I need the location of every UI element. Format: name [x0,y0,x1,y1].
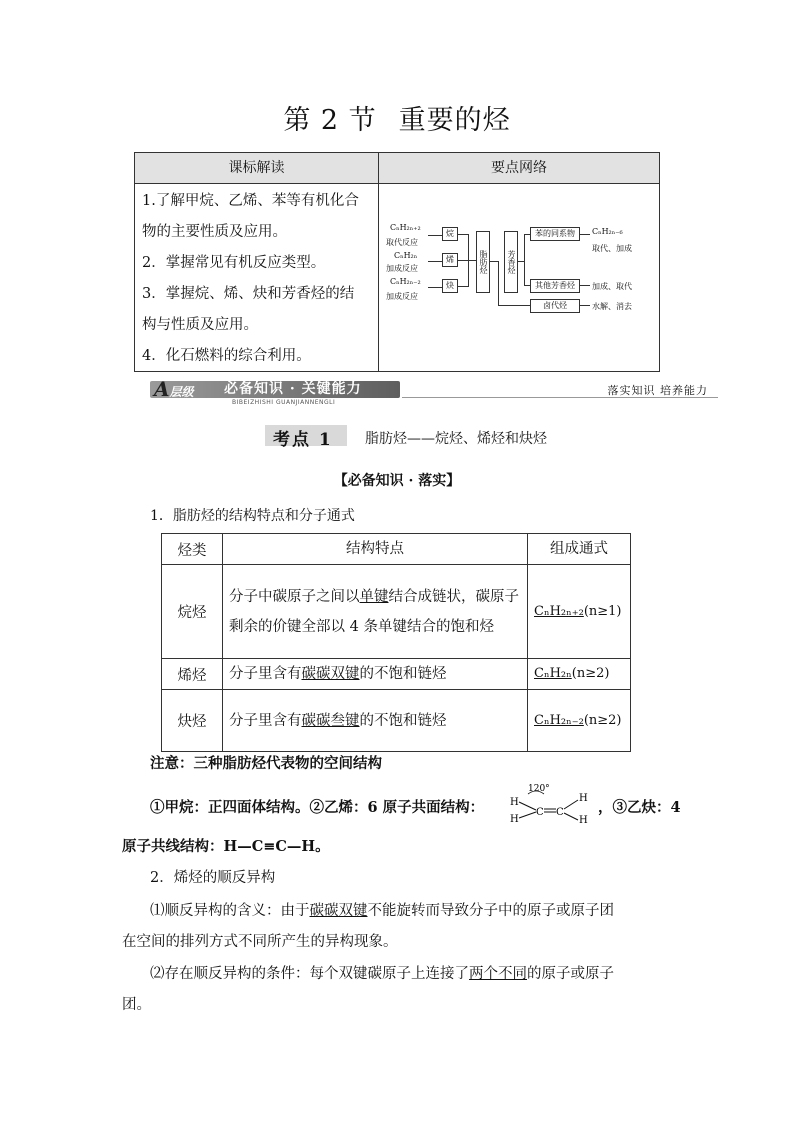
connector [458,286,468,287]
formula-alkane: CₙH₂ₙ₊₂ [390,223,421,232]
note-line-1 [150,796,484,817]
objective-line: 物的主要性质及应用。 [142,224,287,240]
para-text: 不能旋转而导致分子中的原子或原子团 [367,903,614,919]
atom-c: C [556,807,564,818]
objective-line: 1.了解甲烷、乙烯、苯等有机化合 [142,193,359,209]
row-type: 烷烃 [162,565,223,659]
reaction-substitution: 取代反应 [386,238,418,247]
atom-h: H [510,797,519,808]
connector [428,235,442,236]
row-formula [528,565,631,659]
note-text: ①甲烷：正四面体结构。②乙烯：6 原子共面结构： [150,799,485,816]
table-header: 结构特点 [223,534,528,565]
table-row [162,659,631,690]
box-alkene: 烯 [442,253,458,267]
connector [580,234,590,235]
banner-motto: 落实知识 培养能力 [607,384,708,397]
desc-underlined: 单键 [359,588,389,605]
atom-h: H [579,815,588,824]
note-line-1-end: ，③乙炔：4 [598,799,681,816]
connector [428,287,442,288]
connector [524,234,525,286]
reaction-add-sub: 加成、取代 [592,282,632,291]
formula-condition: (n≥1) [583,603,622,619]
row-formula [528,659,631,690]
box-alkane: 烷 [442,227,458,241]
box-other-aromatic: 其他芳香烃 [530,279,580,293]
reaction-hydrolysis: 水解、消去 [592,302,632,311]
desc-text: 结合成链状，碳原子剩余的价键全部以 4 条单键结合的饱和烃 [229,588,519,635]
table-header: 组成通式 [528,534,631,565]
desc-underlined: 碳碳叁键 [301,712,360,729]
level-banner [150,377,718,407]
note-heading: 注意：三种脂肪烃代表物的空间结构 [150,755,382,772]
row-description [223,565,528,659]
paragraph-2-line-2: 团。 [122,997,151,1013]
formula-alkyne: CₙH₂ₙ₋₂ [390,277,421,286]
atom-h: H [579,793,588,804]
para-text: ⑵存在顺反异构的条件：每个双键碳原子上连接了 [150,966,469,982]
box-aliphatic: 脂肪烃 [476,231,490,293]
column-divider [378,153,379,371]
box-alkyne: 炔 [442,279,458,293]
reaction-sub-add: 取代、加成 [592,244,632,253]
objective-line: 3．掌握烷、烯、炔和芳香烃的结 [142,286,355,302]
desc-text: 分子中碳原子之间以 [229,588,360,605]
topic-title: 脂肪烃——烷烃、烯烃和炔烃 [365,431,547,447]
hydrocarbon-table [161,533,631,752]
note-line-2: 原子共线结构：H—C≡C—H。 [122,838,330,855]
ethylene-structure-figure [506,780,598,824]
paragraph-1-line-2: 在空间的排列方式不同所产生的异构现象。 [122,934,398,950]
page-title [0,98,794,137]
formula-condition: (n≥2) [571,666,610,681]
title-section-number: 第 2 节 [283,105,377,136]
paragraph-1-line-1 [150,899,614,920]
concept-network-diagram [384,223,644,317]
box-halide: 卤代烃 [530,299,580,313]
formula-benzene: CₙH₂ₙ₋₆ [592,227,623,236]
table-row [162,565,631,659]
item-1-heading: 1．脂肪烃的结构特点和分子通式 [150,508,355,524]
formula-underlined: CₙH₂ₙ₋₂ [534,712,584,728]
para-underlined: 两个不同 [469,966,527,982]
connector [580,305,590,306]
table-header: 烃类 [162,534,223,565]
col-header-network: 要点网络 [379,153,659,184]
item-2-heading: 2．烯烃的顺反异构 [150,870,276,886]
desc-text: 分子里含有 [229,666,302,682]
reaction-addition-1: 加成反应 [386,264,418,273]
topic-tag: 考点 1 [273,430,333,450]
desc-text: 分子里含有 [229,712,302,729]
connector [498,305,530,306]
atom-c: C [536,807,544,818]
row-description [223,690,528,752]
desc-text: 的不饱和链烃 [359,666,447,682]
connector [468,234,469,287]
title-text: 重要的烃 [398,105,511,136]
box-benzene-homologs: 苯的同系物 [530,227,580,241]
banner-grade [154,377,194,401]
banner-grade-suffix: 层级 [169,385,194,399]
desc-underlined: 碳碳双键 [301,666,360,682]
overview-table [134,152,660,372]
row-type: 烯烃 [162,659,223,690]
paragraph-2-line-1 [150,962,614,983]
connector [498,261,499,305]
bond [519,812,536,818]
row-formula [528,690,631,752]
connector [490,261,498,262]
table-row [162,690,631,752]
para-text: 的原子或原子 [527,966,614,982]
bond-angle-label: 120° [528,784,550,794]
row-description [223,659,528,690]
formula-underlined: CₙH₂ₙ [534,666,572,681]
para-text: ⑴顺反异构的含义：由于 [150,903,310,919]
objectives-list [142,186,374,372]
connector [458,234,468,235]
formula-alkene: CₙH₂ₙ [394,251,418,260]
box-aromatic: 芳香烃 [504,231,518,293]
reaction-addition-2: 加成反应 [386,292,418,301]
col-header-objectives: 课标解读 [135,153,378,184]
bond [564,813,578,820]
desc-text: 的不饱和链烃 [359,712,447,729]
para-underlined: 碳碳双键 [309,903,368,919]
formula-condition: (n≥2) [583,712,622,728]
objective-line: 2．掌握常见有机反应类型。 [142,255,326,271]
connector [458,260,476,261]
banner-title: 必备知识 · 关键能力 [224,381,362,397]
connector [580,285,590,286]
banner-pinyin: BIBEIZHISHI GUANJIANNENGLI [232,399,336,406]
objective-line: 构与性质及应用。 [142,317,258,333]
bond [564,800,578,809]
banner-grade-letter: A [154,377,170,401]
formula-underlined: CₙH₂ₙ₊₂ [534,603,584,619]
connector [428,261,442,262]
row-type: 炔烃 [162,690,223,752]
atom-h: H [510,814,519,824]
section-label: 【必备知识 · 落实】 [333,473,461,489]
objective-line: 4．化石燃料的综合利用。 [142,348,311,364]
bond [519,802,536,810]
table-header-row [162,534,631,565]
